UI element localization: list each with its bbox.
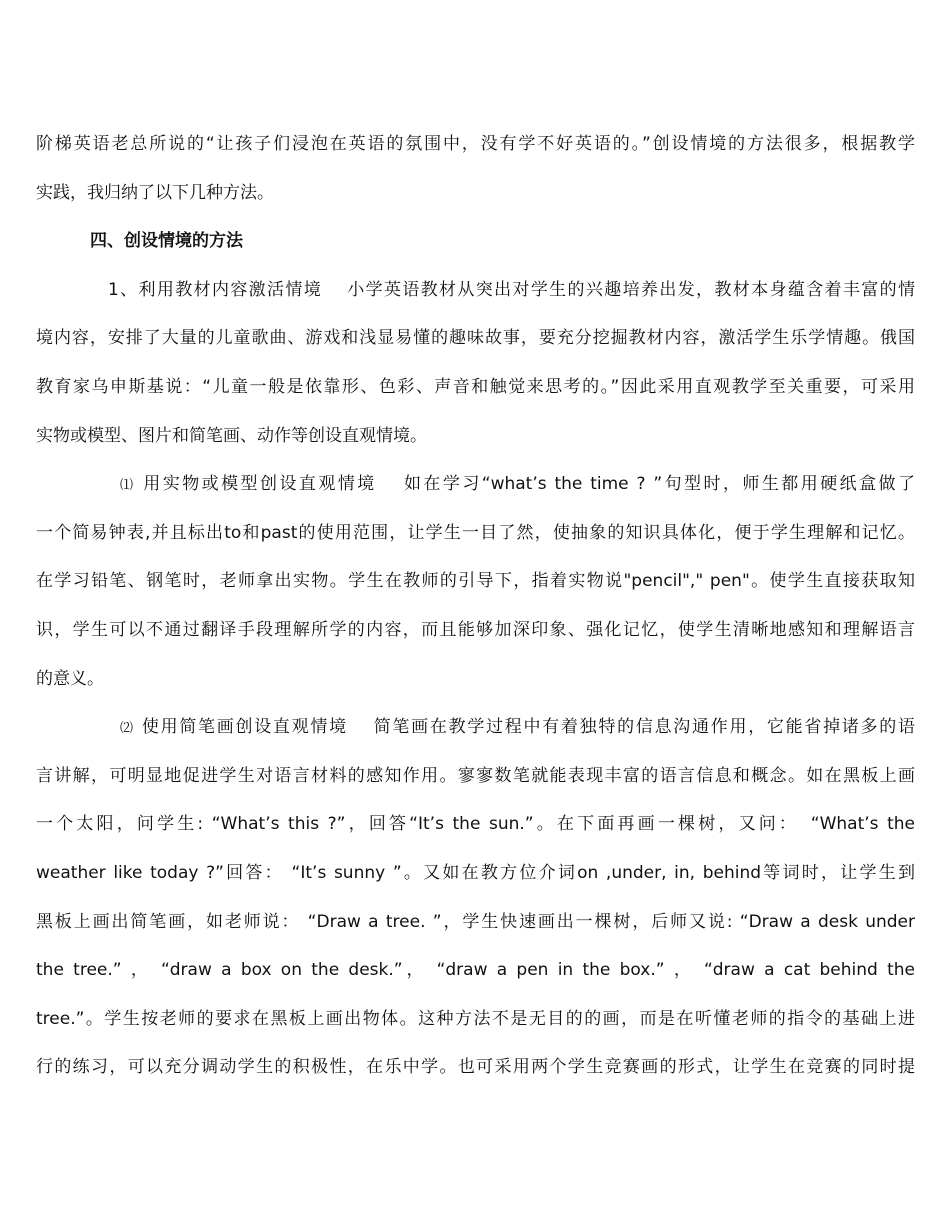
document-page [36, 120, 915, 1092]
paragraph-line: 黑板上画出简笔画，如老师说： “Draw a tree. ”，学生快速画出一棵树，后师又说: “Draw a desk under [36, 911, 915, 932]
paragraph-line: 教育家乌申斯基说：“儿童一般是依靠形、色彩、声音和触觉来思考的。”因此采用直观教学至关重要，可采用 [36, 376, 915, 397]
paragraph-line [36, 703, 915, 752]
paragraph-line: 识，学生可以不通过翻译手段理解所学的内容，而且能够加深印象、强化记忆，使学生清晰地感知和理解语言 [36, 619, 915, 640]
paragraph-line [36, 460, 915, 509]
paragraph-text: 使用简笔画创设直观情境 简笔画在教学过程中有着独特的信息沟通作用，它能省掉诸多的语 [134, 717, 915, 738]
paragraph-line: 一个太阳，问学生: “What’s this ?”，回答“It’s the sun.”。在下面再画一棵树，又问： “What’s the [36, 814, 915, 835]
paragraph-line: 1、利用教材内容激活情境 小学英语教材从突出对学生的兴趣培养出发，教材本身蕴含着丰富的情 [108, 279, 915, 300]
item-number: ⑴ [120, 478, 136, 494]
paragraph-line: 实践，我归纳了以下几种方法。 [36, 182, 274, 203]
paragraph-text: 用实物或模型创设直观情境 如在学习“what’s the time ? ”句型时，师生都用硬纸盒做了 [135, 474, 915, 495]
paragraph-line: weather like today ?”回答： “It’s sunny ”。又如在教方位介词on ,under, in, behind等词时，让学生到 [36, 862, 915, 883]
paragraph-line: 实物或模型、图片和简笔画、动作等创设直观情境。 [36, 425, 427, 446]
paragraph-line: 的意义。 [36, 668, 104, 689]
paragraph-line: 言讲解，可明显地促进学生对语言材料的感知作用。寥寥数笔就能表现丰富的语言信息和概念。如在黑板上画 [36, 765, 915, 786]
paragraph-line: 阶梯英语老总所说的“让孩子们浸泡在英语的氛围中，没有学不好英语的。”创设情境的方法很多，根据教学 [36, 134, 915, 154]
paragraph-line: 一个简易钟表,并且标出to和past的使用范围，让学生一目了然，使抽象的知识具体化，便于学生理解和记忆。 [36, 522, 915, 543]
item-number: ⑵ [120, 721, 135, 737]
paragraph-line: 行的练习，可以充分调动学生的积极性，在乐中学。也可采用两个学生竞赛画的形式，让学生在竞赛的同时提 [36, 1057, 915, 1078]
section-heading: 四、创设情境的方法 [90, 231, 243, 252]
paragraph-line: the tree.” ， “draw a box on the desk.”， “draw a pen in the box.” ， “draw a cat behind the [36, 960, 915, 981]
paragraph-line: 境内容，安排了大量的儿童歌曲、游戏和浅显易懂的趣味故事，要充分挖掘教材内容，激活学生乐学情趣。俄国 [36, 328, 915, 349]
paragraph-line: tree.”。学生按老师的要求在黑板上画出物体。这种方法不是无目的的画，而是在听懂老师的指令的基础上进 [36, 1008, 915, 1029]
paragraph-line: 在学习铅笔、钢笔时，老师拿出实物。学生在教师的引导下，指着实物说"pencil"," pen"。使学生直接获取知 [36, 571, 915, 592]
